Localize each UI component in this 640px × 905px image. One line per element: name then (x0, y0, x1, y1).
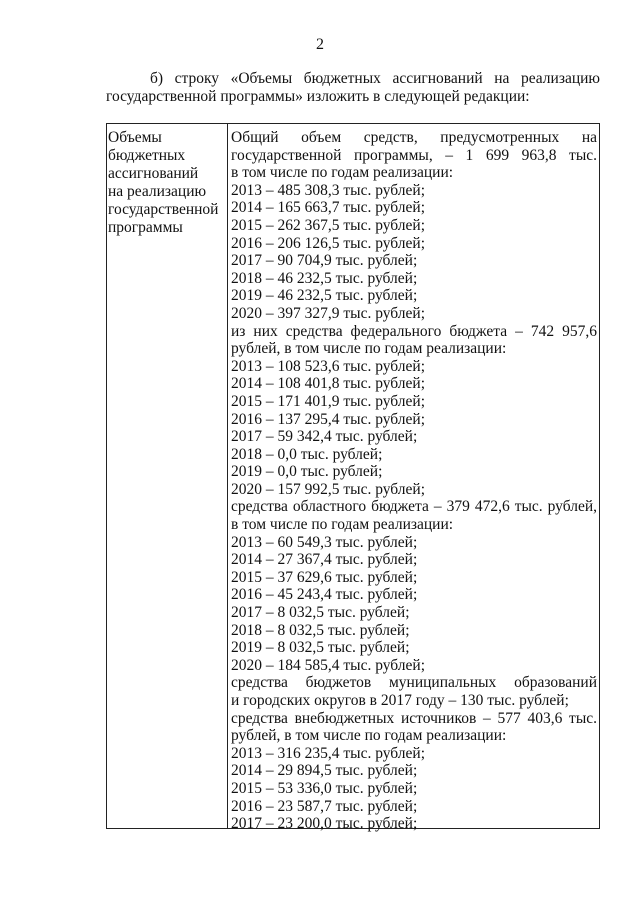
content-line: 2018 – 46 232,5 тыс. рублей; (231, 269, 418, 287)
content-line: 2016 – 45 243,4 тыс. рублей; (231, 586, 418, 604)
content-line: средства внебюджетных источников – 577 403,6 тыс. (231, 709, 597, 727)
content-line: в том числе по годам реализации: (231, 164, 454, 182)
content-line: 2018 – 8 032,5 тыс. рублей; (231, 621, 410, 639)
content-line: 2014 – 27 367,4 тыс. рублей; (231, 551, 418, 569)
content-line: 2015 – 53 336,0 тыс. рублей; (231, 779, 418, 797)
content-line: 2016 – 137 295,4 тыс. рублей; (231, 410, 425, 428)
content-line: 2020 – 397 327,9 тыс. рублей; (231, 304, 425, 322)
content-line: 2016 – 23 587,7 тыс. рублей; (231, 797, 418, 815)
content-line: и городских округов в 2017 году – 130 тыс. рублей; (231, 692, 569, 709)
content-line: 2017 – 8 032,5 тыс. рублей; (231, 604, 410, 622)
content-line: государственной программы, – 1 699 963,8 тыс. (231, 146, 597, 164)
label-line: государственной (108, 201, 219, 218)
content-line: 2014 – 29 894,5 тыс. рублей; (231, 762, 418, 780)
content-line: 2018 – 0,0 тыс. рублей; (231, 445, 383, 463)
content-line: 2019 – 0,0 тыс. рублей; (231, 463, 383, 481)
content-line: 2019 – 8 032,5 тыс. рублей; (231, 639, 410, 657)
intro-paragraph (106, 70, 600, 106)
content-line: 2016 – 206 126,5 тыс. рублей; (231, 234, 425, 252)
page-number: 2 (316, 36, 324, 53)
content-line: в том числе по годам реализации: (231, 516, 454, 534)
content-line: рублей, в том числе по годам реализации: (231, 727, 507, 745)
content-line: 2017 – 90 704,9 тыс. рублей; (231, 252, 418, 270)
column-divider (227, 124, 228, 828)
content-line: 2013 – 485 308,3 тыс. рублей; (231, 181, 425, 199)
content-line: 2015 – 37 629,6 тыс. рублей; (231, 568, 418, 586)
label-line: на реализацию (108, 183, 207, 200)
content-line: рублей, в том числе по годам реализации: (231, 340, 507, 358)
content-line: 2020 – 184 585,4 тыс. рублей; (231, 656, 425, 674)
content-line: 2015 – 171 401,9 тыс. рублей; (231, 392, 425, 410)
content-line: 2015 – 262 367,5 тыс. рублей; (231, 216, 425, 234)
content-line: 2013 – 316 235,4 тыс. рублей; (231, 744, 425, 762)
label-line: бюджетных (108, 147, 186, 164)
row-content-cell (231, 129, 597, 833)
row-label-cell (108, 129, 222, 237)
content-line: 2020 – 157 992,5 тыс. рублей; (231, 480, 425, 498)
content-line: средства бюджетов муниципальных образований (231, 674, 597, 692)
content-line: 2013 – 60 549,3 тыс. рублей; (231, 533, 418, 551)
content-line: Общий объем средств, предусмотренных на (231, 129, 597, 146)
label-line: ассигнований (108, 165, 199, 182)
content-line: средства областного бюджета – 379 472,6 тыс. рублей, (231, 498, 597, 516)
intro-line-1: б) строку «Объемы бюджетных ассигнований на реализацию (150, 70, 600, 87)
budget-table (106, 123, 600, 833)
label-line: программы (108, 219, 183, 236)
content-line: 2019 – 46 232,5 тыс. рублей; (231, 287, 418, 305)
content-line: 2014 – 108 401,8 тыс. рублей; (231, 375, 425, 393)
content-line: 2014 – 165 663,7 тыс. рублей; (231, 199, 425, 217)
content-line: 2017 – 23 200,0 тыс. рублей; (231, 815, 418, 833)
content-line: 2017 – 59 342,4 тыс. рублей; (231, 428, 418, 446)
content-line: 2013 – 108 523,6 тыс. рублей; (231, 357, 425, 375)
content-line: из них средства федерального бюджета – 742 957,6 (231, 322, 597, 340)
label-line: Объемы (108, 129, 162, 146)
intro-line-2: государственной программы» изложить в следующей редакции: (106, 88, 530, 105)
